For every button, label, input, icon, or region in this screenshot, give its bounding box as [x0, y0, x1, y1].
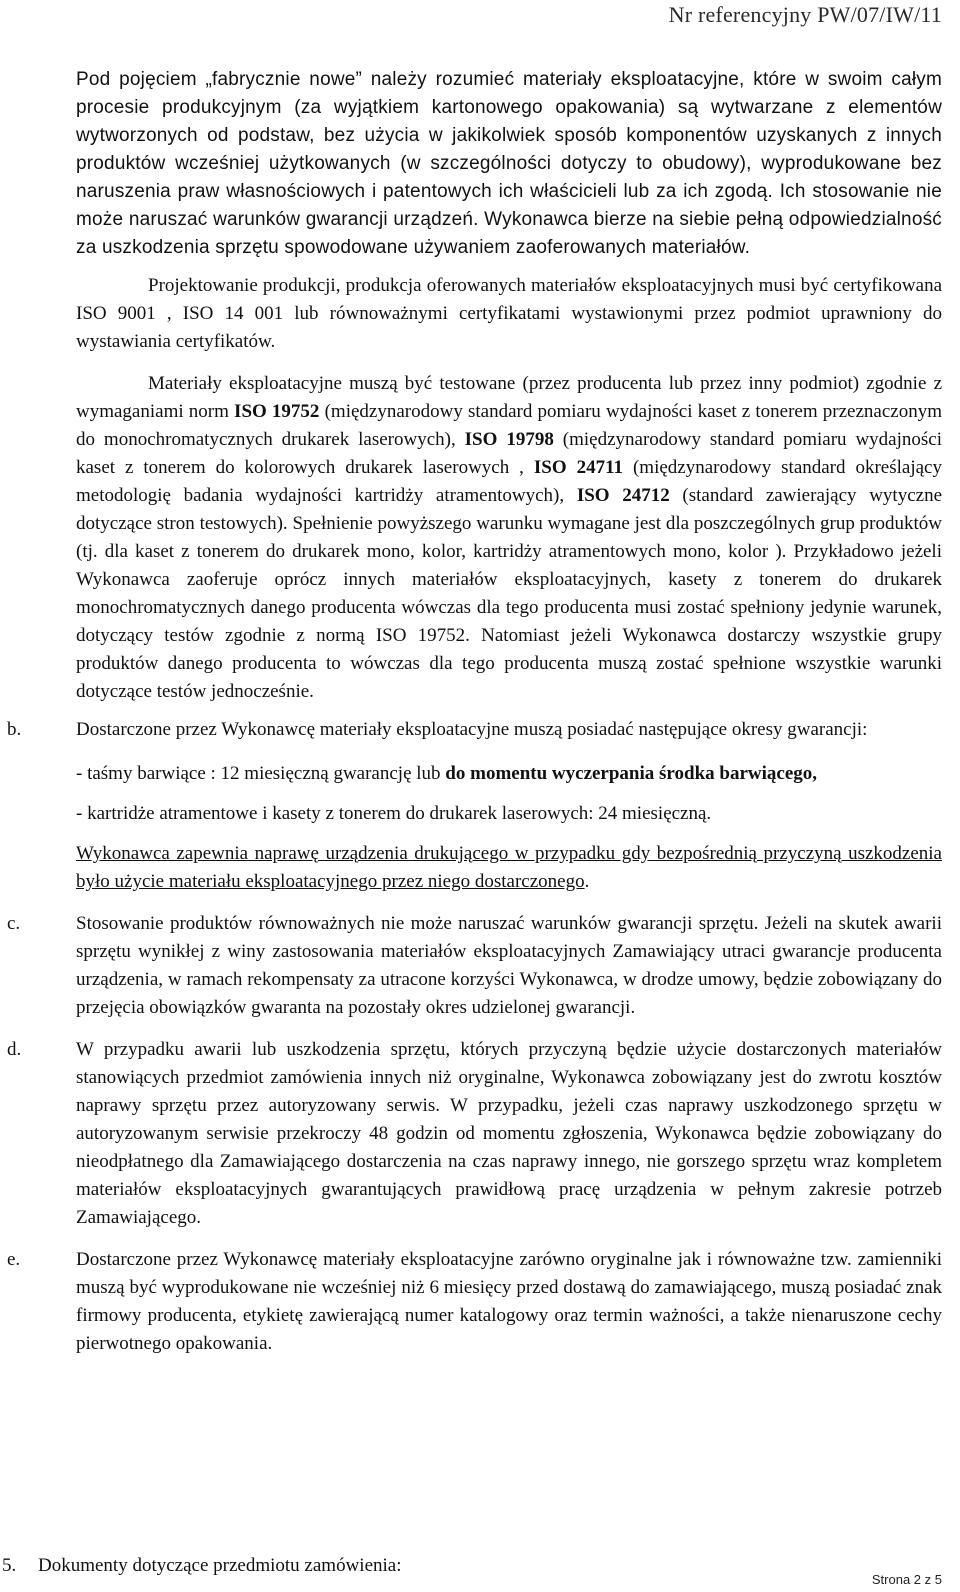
- list-marker-b: b.: [7, 719, 22, 740]
- list-marker-5: 5.: [2, 1555, 17, 1576]
- repair-obligation: Wykonawca zapewnia naprawę urządzenia drukującego w przypadku gdy bezpośrednią przyczyną uszkodzenia było użycie materiału eksploatacyjnego przez niego dostarczonego.: [76, 843, 942, 892]
- iso-19798-label: ISO 19798: [464, 429, 554, 450]
- list-item-c: [7, 910, 942, 1022]
- documents-heading: Dokumenty dotyczące przedmiotu zamówienia:: [38, 1555, 402, 1576]
- warranty-intro: Dostarczone przez Wykonawcę materiały eksploatacyjne muszą posiadać następujące okresy gwarancji:: [76, 719, 868, 740]
- list-item-d: [7, 1036, 942, 1232]
- list-item-5: [2, 1552, 402, 1580]
- iso-19752-label: ISO 19752: [234, 401, 320, 422]
- iso-24711-label: ISO 24711: [533, 457, 624, 478]
- page-number: Strona 2 z 5: [871, 1572, 942, 1587]
- testing-paragraph: Materiały eksploatacyjne muszą być testowane (przez producenta lub przez inny podmiot) zgodnie z wymaganiami norm ISO 19752 (międzynarodowy standard pomiaru wydajności kaset z tonerem przeznaczonym do monochromatycznych drukarek laserowych), ISO 19798 (międzynarodowy standard pomiaru wydajności kaset z tonerem do kolorowych drukarek laserowych , ISO 24711 (międzynarodowy standard określający metodologię badania wydajności kartridży atramentowych), ISO 24712 (standard zawierający wytyczne dotyczące stron testowych). Spełnienie powyższego warunku wymagane jest dla poszczególnych grup produktów (tj. dla kaset z tonerem do drukarek mono, kolor, kartridży atramentowych mono, kolor ). Przykładowo jeżeli Wykonawca zaoferuje oprócz innych materiałów eksploatacyjnych, kasety z tonerem do drukarek monochromatycznych danego producenta wówczas dla tego producenta musi zostać spełniony jedynie warunek, dotyczący testów zgodnie z normą ISO 19752. Natomiast jeżeli Wykonawca dostarczy wszystkie grupy produktów danego producenta to wówczas dla tego producenta muszą zostać spełnione wszystkie warunki dotyczące testów jednocześnie.: [76, 373, 943, 702]
- list-item-e: [7, 1246, 942, 1358]
- iso-24712-label: ISO 24712: [576, 485, 670, 506]
- list-item-b: [7, 716, 942, 896]
- document-body: [7, 66, 943, 1358]
- reference-number: Nr referencyjny PW/07/IW/11: [668, 2, 942, 27]
- ribbon-warranty: - taśmy barwiące : 12 miesięczną gwarancję lub do momentu wyczerpania środka barwiącego,: [76, 763, 818, 784]
- repair-costs-paragraph: W przypadku awarii lub uszkodzenia sprzętu, których przyczyną będzie użycie dostarczonych materiałów stanowiących przedmiot zamówienia innych niż oryginalne, Wykonawca zobowiązany jest do zwrotu kosztów naprawy sprzętu przez autoryzowany serwis. W przypadku, jeżeli czas naprawy uszkodzonego sprzętu w autoryzowanym serwisie przekroczy 48 godzin od momentu zgłoszenia, Wykonawca będzie zobowiązany do nieodpłatnego dla Zamawiającego dostarczenia na czas naprawy innego, nie gorszego sprzętu wraz kompletem materiałów eksploatacyjnych gwarantujących prawidłową pracę urządzenia w pełnym zakresie potrzeb Zamawiającego.: [76, 1039, 942, 1228]
- production-date-paragraph: Dostarczone przez Wykonawcę materiały eksploatacyjne zarówno oryginalne jak i równoważne tzw. zamienniki muszą być wyprodukowane nie wcześniej niż 6 miesięcy przed dostawą do zamawiającego, muszą posiadać znak firmowy producenta, etykietę zawierającą numer katalogowy oraz termin ważności, a także nienaruszone cechy pierwotnego opakowania.: [76, 1249, 942, 1354]
- cartridge-warranty: - kartridże atramentowe i kasety z tonerem do drukarek laserowych: 24 miesięczną.: [76, 803, 712, 824]
- list-marker-c: c.: [7, 913, 21, 934]
- list-marker-e: e.: [7, 1249, 21, 1270]
- equivalent-products-paragraph: Stosowanie produktów równoważnych nie może naruszać warunków gwarancji sprzętu. Jeżeli na skutek awarii sprzętu wynikłej z winy zastosowania materiałów eksploatacyjnych Zamawiający utraci gwarancje producenta urządzenia, w ramach rekompensaty za utracone korzyści Wykonawca, w drodze umowy, będzie zobowiązany do przejęcia obowiązków gwaranta na pozostały okres udzielonej gwarancji.: [76, 913, 942, 1018]
- list-marker-d: d.: [7, 1039, 22, 1060]
- intro-paragraph: Pod pojęciem „fabrycznie nowe” należy rozumieć materiały eksploatacyjne, które w swoim całym procesie produkcyjnym (za wyjątkiem kartonowego opakowania) są wytwarzane z elementów wytworzonych od podstaw, bez użycia w jakikolwiek sposób komponentów uzyskanych z innych produktów wcześniej użytkowanych (w szczególności dotyczy to obudowy), wyprodukowane bez naruszenia praw własnościowych i patentowych ich właścicieli lub za ich zgodą. Ich stosowanie nie może naruszać warunków gwarancji urządzeń. Wykonawca bierze na siebie pełną odpowiedzialność za uszkodzenia sprzętu spowodowane używaniem zaoferowanych materiałów.: [76, 69, 942, 258]
- certification-paragraph: Projektowanie produkcji, produkcja oferowanych materiałów eksploatacyjnych musi być certyfikowana ISO 9001 , ISO 14 001 lub równoważnymi certyfikatami wystawionymi przez podmiot uprawniony do wystawiania certyfikatów.: [76, 275, 942, 352]
